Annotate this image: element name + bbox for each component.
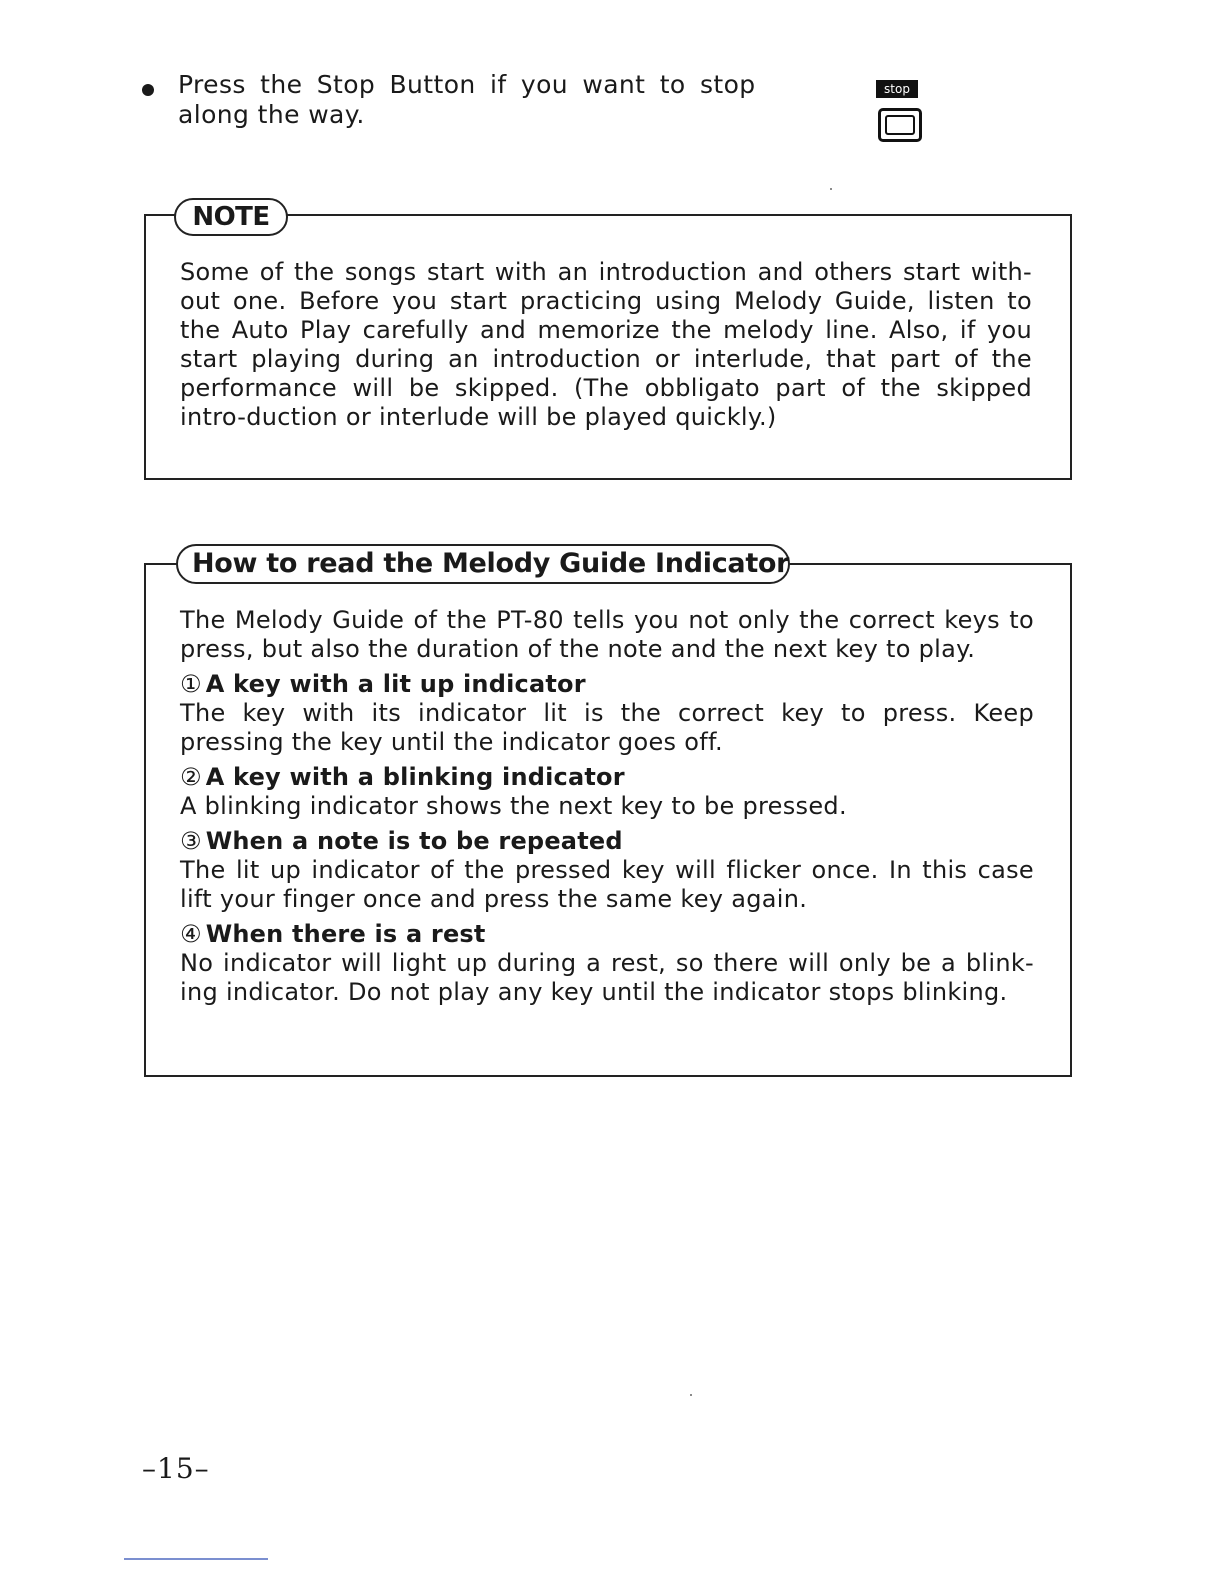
note-title: NOTE bbox=[174, 198, 288, 236]
item-3-title bbox=[180, 826, 1034, 856]
scan-speck bbox=[690, 1394, 692, 1396]
item-2-heading: A key with a blinking indicator bbox=[205, 763, 625, 791]
item-1-number: ① bbox=[180, 670, 202, 698]
item-1-body: The key with its indicator lit is the correct key to press. Keep pressing the key until the indicator goes off. bbox=[180, 699, 1034, 756]
item-4-body: No indicator will light up during a rest, so there will only be a blink-ing indicator. Do not play any key until the indicator stops blinking. bbox=[180, 949, 1034, 1006]
item-1-heading: A key with a lit up indicator bbox=[205, 670, 586, 698]
stop-label: stop bbox=[876, 80, 918, 98]
scan-speck bbox=[830, 188, 832, 190]
stop-instruction-line1: Press the Stop Button if you want to stop bbox=[178, 70, 756, 99]
item-1-title bbox=[180, 669, 1034, 699]
item-4-title bbox=[180, 919, 1034, 949]
stop-instruction-line2: along the way. bbox=[178, 100, 365, 129]
stop-instruction bbox=[178, 70, 798, 130]
stop-key-icon bbox=[878, 108, 922, 142]
bullet-dot bbox=[142, 84, 154, 96]
howto-title: How to read the Melody Guide Indicator bbox=[176, 544, 790, 584]
item-2-body: A blinking indicator shows the next key to be pressed. bbox=[180, 792, 847, 820]
item-3-body: The lit up indicator of the pressed key will flicker once. In this case lift your finger once and press the same key again. bbox=[180, 856, 1034, 913]
note-text: Some of the songs start with an introduction and others start with-out one. Before you start practicing using Melody Guide, listen to the Auto Play carefully and memorize the melody line. Also, if you start playing during an introduction or interlude, that part of the performance will be skipped. (The obbligato part of the skipped intro-duction or interlude will be played quickly.) bbox=[180, 258, 1032, 431]
bottom-rule bbox=[124, 1558, 268, 1560]
item-3-number: ③ bbox=[180, 827, 202, 855]
item-2-title bbox=[180, 762, 1034, 792]
item-4-heading: When there is a rest bbox=[205, 920, 486, 948]
howto-intro: The Melody Guide of the PT-80 tells you not only the correct keys to press, but also the duration of the note and the next key to play. bbox=[180, 606, 1034, 663]
howto-content bbox=[180, 606, 1034, 1007]
item-2-number: ② bbox=[180, 763, 202, 791]
page-number: –15– bbox=[142, 1452, 210, 1485]
item-4-number: ④ bbox=[180, 920, 202, 948]
item-3-heading: When a note is to be repeated bbox=[205, 827, 623, 855]
